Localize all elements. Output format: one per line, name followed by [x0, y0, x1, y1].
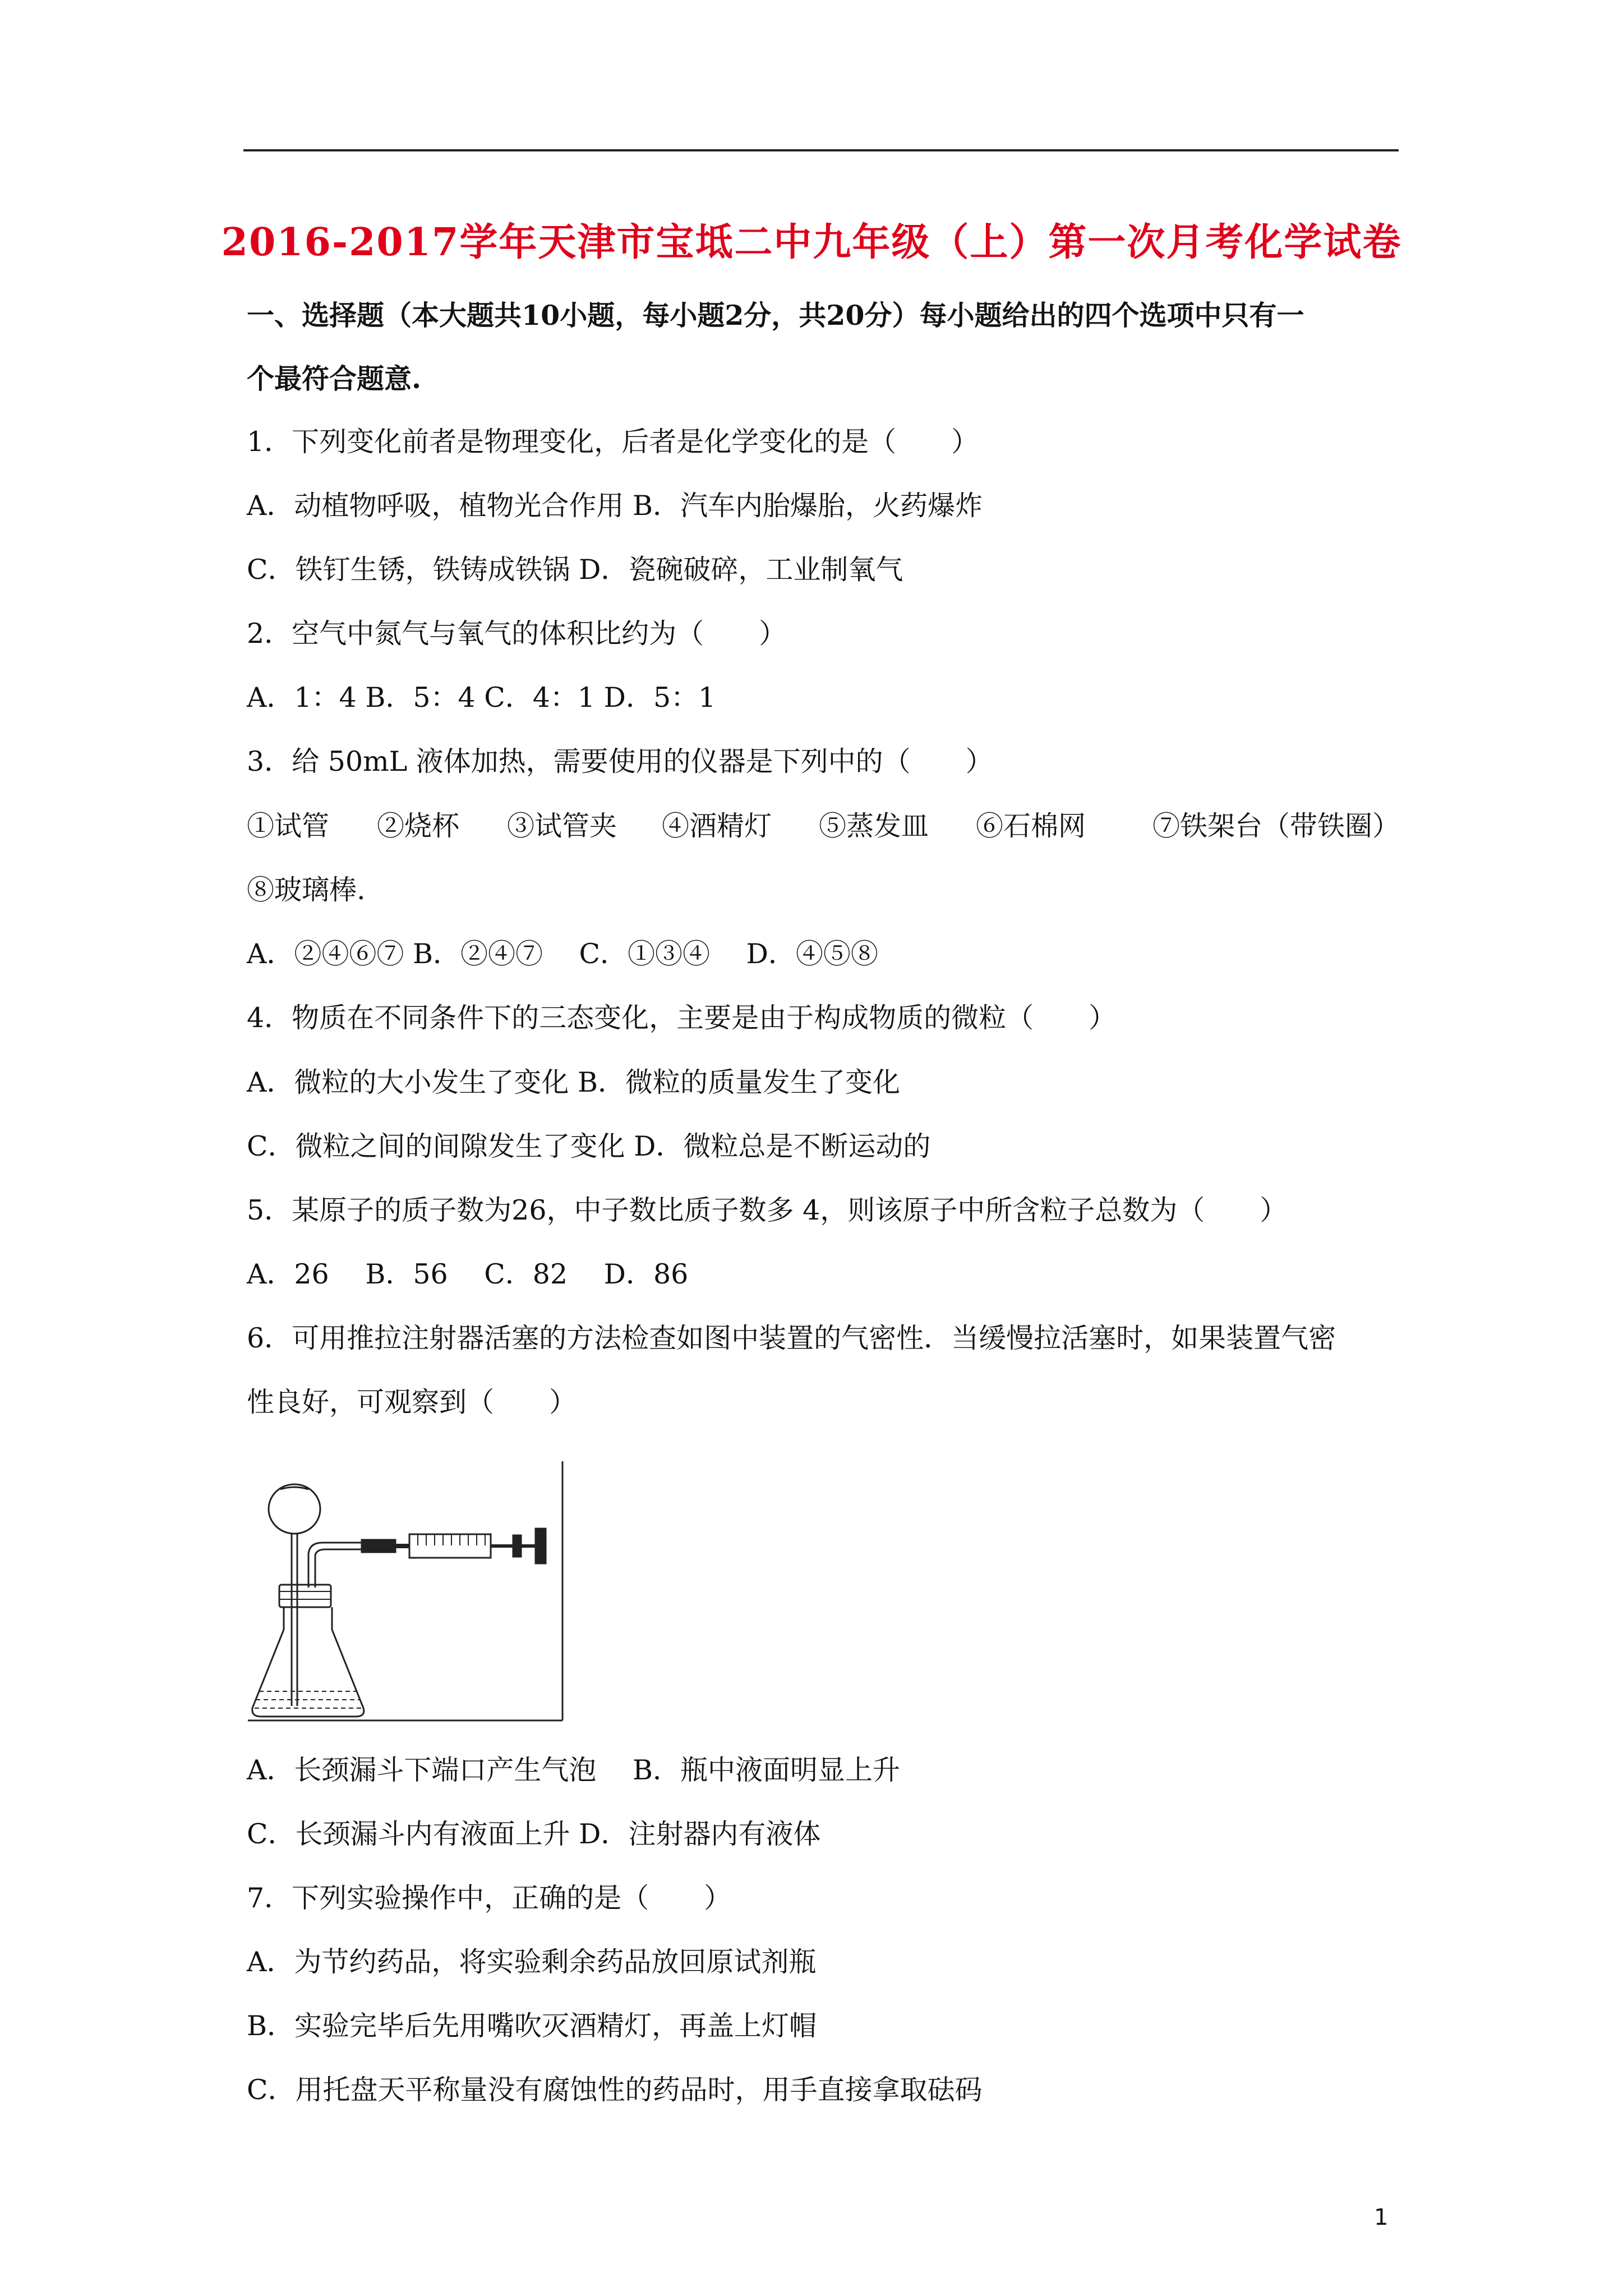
- question-1-options-ab: A．动植物呼吸，植物光合作用 B．汽车内胎爆胎，火药爆炸: [247, 490, 983, 522]
- question-6-stem-line2: 性良好，可观察到（ ）: [247, 1386, 577, 1418]
- question-6-options-cd: C．长颈漏斗内有液面上升 D．注射器内有液体: [247, 1818, 821, 1850]
- question-3-items-line2: ⑧玻璃棒.: [247, 874, 366, 906]
- section-heading-line2: 个最符合题意.: [247, 362, 422, 395]
- question-4-options-ab: A．微粒的大小发生了变化 B．微粒的质量发生了变化: [247, 1066, 900, 1098]
- question-7-option-c: C．用托盘天平称量没有腐蚀性的药品时，用手直接拿取砝码: [247, 2074, 983, 2106]
- question-7-option-a: A．为节约药品，将实验剩余药品放回原试剂瓶: [247, 1946, 817, 1978]
- section-heading-line1: 一、选择题（本大题共10小题，每小题2分，共20分）每小题给出的四个选项中只有一: [247, 299, 1304, 332]
- instrument-item: ③试管夹: [507, 810, 617, 842]
- page-number: 1: [1374, 2205, 1389, 2230]
- syringe-barrel: [409, 1534, 491, 1558]
- apparatus-figure: [247, 1461, 572, 1725]
- page-title: 2016-2017学年天津市宝坻二中九年级（上）第一次月考化学试卷: [221, 220, 1402, 265]
- question-6-options-ab: A．长颈漏斗下端口产生气泡 B．瓶中液面明显上升: [247, 1754, 900, 1786]
- question-1-options-cd: C．铁钉生锈，铁铸成铁锅 D．瓷碗破碎，工业制氧气: [247, 554, 903, 586]
- question-5-stem: 5．某原子的质子数为26，中子数比质子数多 4，则该原子中所含粒子总数为（ ）: [247, 1194, 1288, 1226]
- instrument-item: ④酒精灯: [662, 810, 772, 842]
- question-4-stem: 4．物质在不同条件下的三态变化，主要是由于构成物质的微粒（ ）: [247, 1002, 1117, 1034]
- instrument-item: ⑦铁架台（带铁圈）: [1152, 810, 1400, 842]
- question-3-stem: 3．给 50mL 液体加热，需要使用的仪器是下列中的（ ）: [247, 746, 993, 777]
- question-7-stem: 7．下列实验操作中，正确的是（ ）: [247, 1882, 732, 1914]
- rubber-stopper: [279, 1585, 331, 1607]
- airtightness-apparatus-diagram: [247, 1461, 572, 1725]
- header-rule: [243, 149, 1399, 151]
- instrument-item: ②烧杯: [377, 810, 460, 842]
- question-3-options: A．②④⑥⑦ B．②④⑦ C．①③④ D．④⑤⑧: [247, 938, 878, 970]
- question-2-stem: 2．空气中氮气与氧气的体积比约为（ ）: [247, 618, 787, 650]
- instrument-item: ①试管: [247, 810, 330, 842]
- question-5-options: A．26 B．56 C．82 D．86: [247, 1258, 689, 1290]
- rubber-tube: [362, 1540, 395, 1552]
- question-4-options-cd: C．微粒之间的间隙发生了变化 D．微粒总是不断运动的: [247, 1130, 931, 1162]
- instrument-item: ⑥石棉网: [976, 810, 1086, 842]
- question-2-options: A．1：4 B．5：4 C．4：1 D．5：1: [247, 682, 716, 714]
- question-1-stem: 1．下列变化前者是物理变化，后者是化学变化的是（ ）: [247, 426, 979, 458]
- instrument-item: ⑤蒸发皿: [819, 810, 929, 842]
- question-6-stem-line1: 6．可用推拉注射器活塞的方法检查如图中装置的气密性．当缓慢拉活塞时，如果装置气密: [247, 1322, 1336, 1354]
- conical-flask: [252, 1607, 364, 1717]
- plunger-handle: [536, 1529, 546, 1563]
- funnel-bulb: [269, 1484, 320, 1534]
- question-7-option-b: B．实验完毕后先用嘴吹灭酒精灯，再盖上灯帽: [247, 2010, 817, 2042]
